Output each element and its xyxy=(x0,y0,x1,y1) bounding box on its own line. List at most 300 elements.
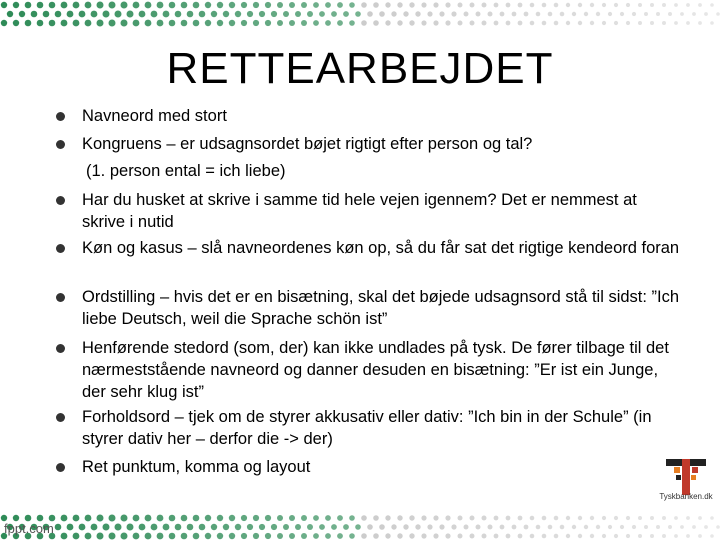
border-dot xyxy=(710,21,714,25)
border-dot xyxy=(109,20,116,27)
border-dot xyxy=(133,20,140,27)
border-dot xyxy=(644,525,648,529)
border-dot xyxy=(211,524,217,530)
border-dot xyxy=(506,21,511,26)
border-dot xyxy=(494,516,499,521)
border-dot xyxy=(295,524,301,530)
border-dot xyxy=(313,515,319,521)
border-dot xyxy=(289,515,295,521)
border-dot xyxy=(554,534,559,539)
border-dot xyxy=(85,533,92,540)
border-dot xyxy=(139,11,146,18)
border-dot xyxy=(433,533,438,538)
border-dot xyxy=(97,2,104,9)
border-dot xyxy=(692,525,696,529)
border-dot xyxy=(403,524,408,529)
border-dot xyxy=(379,524,385,530)
border-dot xyxy=(97,515,104,522)
border-dot xyxy=(319,11,325,17)
border-dot xyxy=(289,533,295,539)
border-dot xyxy=(584,525,588,529)
border-dot xyxy=(175,11,182,18)
border-dot xyxy=(566,516,570,520)
border-dot xyxy=(554,516,559,521)
border-dot xyxy=(548,525,553,530)
border-dot xyxy=(650,21,654,25)
border-dot xyxy=(482,534,487,539)
bullet-dot-icon xyxy=(56,244,65,253)
border-dot xyxy=(1,2,7,8)
border-dot xyxy=(638,3,642,7)
border-dot xyxy=(109,533,116,540)
border-dot xyxy=(409,2,414,7)
bullet-text: Har du husket at skrive i samme tid hele vejen igennem? Det er nemmest at skrive i nutid xyxy=(82,191,637,231)
border-dot xyxy=(524,12,529,17)
border-dot xyxy=(686,21,690,25)
border-dot xyxy=(512,12,517,17)
border-dot xyxy=(494,3,499,8)
border-dot xyxy=(518,516,523,521)
border-dot xyxy=(127,11,134,18)
border-dot xyxy=(301,20,307,26)
border-dot xyxy=(349,20,355,26)
border-dot xyxy=(73,20,80,27)
border-dot xyxy=(458,516,463,521)
border-dot xyxy=(61,2,68,9)
border-dot xyxy=(698,534,702,538)
border-dot xyxy=(662,516,666,520)
border-dot xyxy=(325,20,331,26)
border-dot xyxy=(439,11,444,16)
logo-text: Tyskbanken.dk xyxy=(659,492,713,501)
border-dot xyxy=(259,524,265,530)
border-dot xyxy=(181,533,188,540)
bullet-subline: (1. person ental = ich liebe) xyxy=(86,162,286,180)
border-dot xyxy=(506,516,511,521)
border-dot xyxy=(205,515,211,521)
dot-pattern-bottom xyxy=(0,512,720,540)
bullet-dot-icon xyxy=(56,413,65,422)
border-dot xyxy=(307,11,313,17)
border-dot xyxy=(103,11,110,18)
border-dot xyxy=(217,20,223,26)
border-dot xyxy=(343,11,349,17)
border-dot xyxy=(55,11,62,18)
border-dot xyxy=(566,534,570,538)
footer-brand: fppt.com xyxy=(4,521,54,536)
border-dot xyxy=(49,2,56,9)
border-dot xyxy=(73,533,80,540)
border-dot xyxy=(301,533,307,539)
border-dot xyxy=(662,534,666,538)
border-dot xyxy=(247,524,253,530)
border-dot xyxy=(482,3,487,8)
border-dot xyxy=(391,524,396,529)
border-dot xyxy=(518,534,523,539)
border-dot xyxy=(145,2,152,9)
border-dot xyxy=(391,11,396,16)
border-dot xyxy=(175,524,182,531)
border-dot xyxy=(458,3,463,8)
border-dot xyxy=(470,534,475,539)
border-dot xyxy=(614,516,618,520)
border-dot xyxy=(656,525,660,529)
bullet-dot-icon xyxy=(56,196,65,205)
border-dot xyxy=(31,11,38,18)
border-dot xyxy=(13,20,19,26)
border-dot xyxy=(73,515,80,522)
border-dot xyxy=(241,533,247,539)
bullet-dot-icon xyxy=(56,112,65,121)
border-dot xyxy=(361,533,367,539)
border-dot xyxy=(289,20,295,26)
border-dot xyxy=(169,533,176,540)
border-dot xyxy=(710,3,714,7)
border-dot xyxy=(421,20,426,25)
border-dot xyxy=(337,2,343,8)
dot-pattern-top xyxy=(0,0,720,30)
border-dot xyxy=(259,11,265,17)
bottom-dot-border xyxy=(0,512,720,540)
border-dot xyxy=(608,12,612,16)
border-dot xyxy=(710,534,714,538)
border-dot xyxy=(554,3,559,8)
border-dot xyxy=(181,20,188,27)
border-dot xyxy=(590,534,594,538)
border-dot xyxy=(578,534,582,538)
border-dot xyxy=(427,11,432,16)
border-dot xyxy=(397,20,402,25)
border-dot xyxy=(121,2,128,9)
border-dot xyxy=(464,525,469,530)
border-dot xyxy=(109,2,116,9)
border-dot xyxy=(325,2,331,8)
border-dot xyxy=(103,524,110,531)
border-dot xyxy=(626,516,630,520)
border-dot xyxy=(229,515,235,521)
border-dot xyxy=(265,2,271,8)
border-dot xyxy=(506,3,511,8)
border-dot xyxy=(421,515,426,520)
border-dot xyxy=(451,524,456,529)
border-dot xyxy=(361,2,367,8)
border-dot xyxy=(373,2,379,8)
border-dot xyxy=(343,524,349,530)
bullet-text: Navneord med stort xyxy=(82,107,227,125)
border-dot xyxy=(644,12,648,16)
border-dot xyxy=(7,11,13,17)
bullet-text: Forholdsord – tjek om de styrer akkusativ eller dativ: ”Ich bin in der Schule” (in styrer dativ her – derfor die -> der) xyxy=(82,408,652,448)
border-dot xyxy=(133,515,140,522)
border-dot xyxy=(361,515,367,521)
border-dot xyxy=(97,533,104,540)
border-dot xyxy=(331,524,337,530)
border-dot xyxy=(698,3,702,7)
border-dot xyxy=(415,524,420,529)
border-dot xyxy=(566,3,570,7)
bullet-dot-icon xyxy=(56,463,65,472)
border-dot xyxy=(572,525,576,529)
border-dot xyxy=(313,20,319,26)
border-dot xyxy=(271,524,277,530)
border-dot xyxy=(307,524,313,530)
border-dot xyxy=(470,21,475,26)
border-dot xyxy=(548,12,553,17)
border-dot xyxy=(217,533,223,539)
border-dot xyxy=(265,515,271,521)
border-dot xyxy=(25,20,32,27)
border-dot xyxy=(530,516,535,521)
border-dot xyxy=(1,20,7,26)
border-dot xyxy=(241,2,247,8)
border-dot xyxy=(451,11,456,16)
border-dot xyxy=(373,20,379,26)
border-dot xyxy=(638,516,642,520)
border-dot xyxy=(385,533,390,538)
border-dot xyxy=(397,515,402,520)
border-dot xyxy=(145,20,152,27)
border-dot xyxy=(445,533,450,538)
border-dot xyxy=(518,21,523,26)
border-dot xyxy=(698,516,702,520)
border-dot xyxy=(229,533,235,539)
border-dot xyxy=(698,21,702,25)
border-dot xyxy=(283,524,289,530)
bullet-text: Kongruens – er udsagnsordet bøjet rigtigt efter person og tal? xyxy=(82,135,533,153)
border-dot xyxy=(235,524,241,530)
border-dot xyxy=(253,20,259,26)
border-dot xyxy=(638,21,642,25)
border-dot xyxy=(650,534,654,538)
border-dot xyxy=(686,516,690,520)
border-dot xyxy=(253,515,259,521)
border-dot xyxy=(187,524,194,531)
bullet-dot-icon xyxy=(56,140,65,149)
border-dot xyxy=(439,524,444,529)
border-dot xyxy=(458,534,463,539)
border-dot xyxy=(37,2,44,9)
border-dot xyxy=(373,515,379,521)
border-dot xyxy=(289,2,295,8)
border-dot xyxy=(560,12,565,17)
border-dot xyxy=(205,2,211,8)
border-dot xyxy=(397,533,402,538)
border-dot xyxy=(211,11,217,17)
border-dot xyxy=(157,533,164,540)
border-dot xyxy=(632,525,636,529)
border-dot xyxy=(121,20,128,27)
border-dot xyxy=(662,3,666,7)
border-dot xyxy=(488,12,493,17)
border-dot xyxy=(61,515,68,522)
border-dot xyxy=(139,524,146,531)
border-dot xyxy=(590,21,594,25)
bullet-text: Ordstilling – hvis det er en bisætning, skal det bøjede udsagnsord stå til sidst: ”Ich liebe Deutsch, weil die Sprache schön ist” xyxy=(82,288,680,328)
border-dot xyxy=(409,515,414,520)
border-dot xyxy=(235,11,241,17)
border-dot xyxy=(433,2,438,7)
border-dot xyxy=(145,515,152,522)
border-dot xyxy=(43,11,50,18)
border-dot xyxy=(470,3,475,8)
border-dot xyxy=(151,11,158,18)
bullet-dot-icon xyxy=(56,293,65,302)
border-dot xyxy=(349,2,355,8)
border-dot xyxy=(151,524,158,531)
border-dot xyxy=(590,3,594,7)
border-dot xyxy=(578,21,582,25)
border-dot xyxy=(97,20,104,27)
border-dot xyxy=(163,11,170,18)
border-dot xyxy=(608,525,612,529)
border-dot xyxy=(331,11,337,17)
bullet-dot-icon xyxy=(56,344,65,353)
border-dot xyxy=(530,534,535,539)
border-dot xyxy=(133,2,140,9)
border-dot xyxy=(385,515,390,520)
border-dot xyxy=(355,11,361,17)
border-dot xyxy=(632,12,636,16)
border-dot xyxy=(494,21,499,26)
border-dot xyxy=(427,524,432,529)
border-dot xyxy=(590,516,594,520)
border-dot xyxy=(716,12,720,16)
border-dot xyxy=(25,2,32,9)
border-dot xyxy=(458,21,463,26)
border-dot xyxy=(578,3,582,7)
border-dot xyxy=(277,515,283,521)
border-dot xyxy=(61,533,68,540)
border-dot xyxy=(668,12,672,16)
border-dot xyxy=(704,525,708,529)
border-dot xyxy=(121,533,128,540)
border-dot xyxy=(494,534,499,539)
bullet-text: Henførende stedord (som, der) kan ikke undlades på tysk. De fører tilbage til det nærmeststående navneord og danner desuden en bisætning: ”Er ist ein Junge, der sehr klug ist” xyxy=(82,339,669,401)
border-dot xyxy=(349,515,355,521)
border-dot xyxy=(49,20,56,27)
border-dot xyxy=(169,515,176,522)
border-dot xyxy=(524,525,529,530)
border-dot xyxy=(506,534,511,539)
border-dot xyxy=(379,11,385,17)
border-dot xyxy=(650,516,654,520)
border-dot xyxy=(445,2,450,7)
border-dot xyxy=(476,525,481,530)
border-dot xyxy=(19,11,25,17)
border-dot xyxy=(157,2,164,9)
border-dot xyxy=(566,21,570,25)
border-dot xyxy=(650,3,654,7)
border-dot xyxy=(409,533,414,538)
border-dot xyxy=(265,533,271,539)
border-dot xyxy=(626,534,630,538)
border-dot xyxy=(217,2,223,8)
border-dot xyxy=(67,11,74,18)
border-dot xyxy=(253,533,259,539)
border-dot xyxy=(181,515,188,522)
border-dot xyxy=(223,524,229,530)
border-dot xyxy=(337,515,343,521)
border-dot xyxy=(602,21,606,25)
border-dot xyxy=(61,20,68,27)
border-dot xyxy=(319,524,325,530)
border-dot xyxy=(692,12,696,16)
border-dot xyxy=(157,20,164,27)
border-dot xyxy=(337,20,343,26)
border-dot xyxy=(488,525,493,530)
border-dot xyxy=(518,3,523,8)
border-dot xyxy=(512,525,517,530)
border-dot xyxy=(704,12,708,16)
border-dot xyxy=(163,524,170,531)
border-dot xyxy=(686,3,690,7)
border-dot xyxy=(620,525,624,529)
bullet-text: Køn og kasus – slå navneordenes køn op, så du får sat det rigtige kendeord foran xyxy=(82,239,680,257)
border-dot xyxy=(271,11,277,17)
border-dot xyxy=(385,20,390,25)
border-dot xyxy=(614,534,618,538)
border-dot xyxy=(67,524,74,531)
border-dot xyxy=(482,21,487,26)
border-dot xyxy=(500,525,505,530)
border-dot xyxy=(680,525,684,529)
border-dot xyxy=(542,3,547,8)
border-dot xyxy=(530,21,535,26)
border-dot xyxy=(265,20,271,26)
border-dot xyxy=(79,11,86,18)
border-dot xyxy=(115,524,122,531)
border-dot xyxy=(199,11,206,18)
border-dot xyxy=(277,533,283,539)
border-dot xyxy=(482,516,487,521)
border-dot xyxy=(325,533,331,539)
border-dot xyxy=(476,12,481,17)
border-dot xyxy=(13,2,19,8)
border-dot xyxy=(295,11,301,17)
border-dot xyxy=(325,515,331,521)
top-dot-border xyxy=(0,0,720,30)
border-dot xyxy=(560,525,565,530)
border-dot xyxy=(445,20,450,25)
border-dot xyxy=(205,20,211,26)
border-dot xyxy=(193,533,200,540)
border-dot xyxy=(674,21,678,25)
border-dot xyxy=(602,3,606,7)
border-dot xyxy=(542,516,547,521)
border-dot xyxy=(464,12,469,17)
border-dot xyxy=(674,516,678,520)
border-dot xyxy=(445,515,450,520)
border-dot xyxy=(181,2,188,9)
border-dot xyxy=(79,524,86,531)
border-dot xyxy=(301,2,307,8)
bullet-text: Ret punktum, komma og layout xyxy=(82,458,311,476)
border-dot xyxy=(674,3,678,7)
border-dot xyxy=(542,534,547,539)
border-dot xyxy=(199,524,206,531)
border-dot xyxy=(127,524,134,531)
border-dot xyxy=(716,525,720,529)
border-dot xyxy=(193,20,200,27)
border-dot xyxy=(349,533,355,539)
border-dot xyxy=(584,12,588,16)
slide-title: RETTEARBEJDET xyxy=(166,44,554,93)
border-dot xyxy=(361,20,367,26)
border-dot xyxy=(145,533,152,540)
border-dot xyxy=(223,11,229,17)
border-dot xyxy=(530,3,535,8)
border-dot xyxy=(602,534,606,538)
